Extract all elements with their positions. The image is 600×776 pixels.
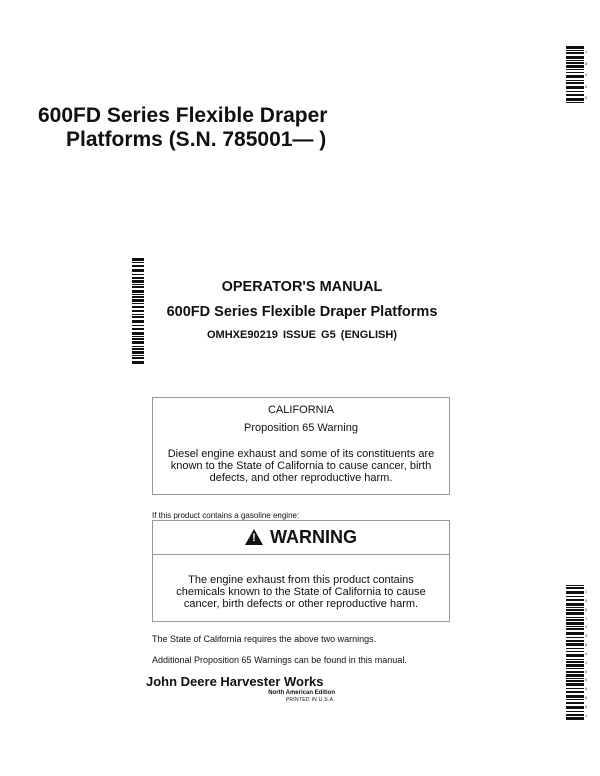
barcode-digits-top-right [585, 50, 587, 100]
barcode-bar [566, 62, 584, 64]
barcode-bar [566, 65, 584, 68]
barcode-bar [132, 290, 144, 293]
manual-code: OMHXE90219 ISSUE G5 (ENGLISH) [207, 329, 397, 341]
barcode-bar [132, 269, 144, 272]
barcode-bar [132, 303, 144, 304]
barcode-bar [566, 640, 584, 642]
footer-additional-note: Additional Proposition 65 Warnings can be found in this manual. [152, 655, 407, 665]
barcode-bar [566, 661, 584, 663]
barcode-digit: 1 [585, 589, 588, 594]
barcode-bar [566, 75, 584, 78]
gasoline-note: If this product contains a gasoline engine: [152, 511, 300, 520]
warning-heading: WARNING [270, 527, 357, 547]
title-line-2: Platforms (S.N. 785001— ) [66, 128, 327, 151]
barcode-bar [566, 643, 584, 646]
barcode-bar [566, 632, 584, 635]
barcode-bar [566, 607, 584, 608]
barcode-bar [566, 680, 584, 682]
barcode-bar [132, 306, 144, 308]
barcode-bar [566, 706, 584, 709]
california-warning-box [152, 397, 450, 495]
warning-header [153, 521, 449, 555]
barcode-bar [566, 622, 584, 625]
barcode-bar [566, 691, 584, 693]
barcode-bar [132, 277, 144, 279]
barcode-bar [566, 91, 584, 92]
barcode-bar [566, 648, 584, 649]
barcode-bar [132, 332, 144, 335]
barcode-bar [132, 284, 144, 285]
warning-triangle-icon: ! [245, 529, 263, 545]
barcode-bar [566, 678, 584, 679]
barcode-bar [132, 357, 144, 359]
barcode-bar [132, 348, 144, 350]
barcode-digit: 0 [585, 83, 588, 89]
barcode-bar [132, 274, 144, 275]
barcode-bar [132, 286, 144, 288]
manual-heading: OPERATOR'S MANUAL [221, 279, 383, 295]
barcode-digit: 2 [585, 72, 588, 77]
barcode-bar [566, 699, 584, 700]
barcode-bar [566, 86, 584, 89]
barcode-bar [566, 664, 584, 667]
barcode-digit: 2 [585, 624, 588, 630]
barcode-bar [566, 683, 584, 686]
barcode-bar [566, 585, 584, 586]
california-warning-text: Diesel engine exhaust and some of its constituents are known to the State of California to cause cancer, birth defects, and other reproductive harm. [167, 448, 435, 484]
title-line-1: 600FD Series Flexible Draper [38, 104, 328, 127]
barcode-digit: 1 [585, 712, 588, 718]
california-label: CALIFORNIA [267, 404, 334, 416]
barcode-bar [566, 695, 584, 698]
printed-label: PRINTED IN U.S.A. [285, 697, 335, 703]
barcode-bar [566, 102, 584, 103]
barcode-digit: 8 [585, 606, 588, 612]
barcode-digits-bottom-right [585, 590, 587, 718]
barcode-bar [566, 596, 584, 597]
barcode-bar [566, 603, 584, 606]
barcode-bar [566, 56, 584, 59]
barcode-digit: 8 [585, 686, 588, 692]
barcode-bar [132, 328, 144, 330]
barcode-bar [566, 628, 584, 630]
barcode-bar [566, 50, 584, 51]
barcode-bar [566, 668, 584, 669]
barcode-bar [132, 310, 144, 313]
barcode-bar [132, 338, 144, 340]
barcode-bar [132, 258, 144, 261]
barcode-bar [132, 346, 144, 347]
barcode-bar [132, 355, 144, 356]
barcode-bar [566, 671, 584, 673]
barcode-bar [566, 702, 584, 704]
barcode-bar [566, 98, 584, 101]
barcode-digit: 6 [585, 695, 588, 701]
barcode-bar [566, 80, 584, 81]
barcode-bar [566, 52, 584, 54]
barcode-digit: 3 [585, 633, 588, 639]
barcode-bar [132, 325, 144, 326]
barcode-bar [132, 316, 144, 318]
barcode-digit: 8 [585, 642, 588, 648]
barcode-bar [132, 262, 144, 263]
barcode-bar [566, 626, 584, 627]
barcode-digit: 1 [585, 659, 588, 665]
barcode-bar [566, 717, 584, 720]
engine-warning-box [152, 520, 450, 622]
barcode-digit: 8 [585, 60, 588, 66]
barcode-bar [132, 296, 144, 298]
publisher-name: John Deere Harvester Works [146, 674, 324, 689]
barcode-bar [566, 69, 584, 70]
barcode-bar [566, 60, 584, 61]
barcode-digit: 1 [585, 49, 588, 54]
barcode-bar [566, 82, 584, 84]
warning-text: The engine exhaust from this product contains chemicals known to the State of California to cause cancer, birth defects or other reproductive harm. [176, 574, 426, 610]
manual-subtitle: 600FD Series Flexible Draper Platforms [166, 304, 438, 320]
barcode-bar [132, 294, 144, 295]
barcode-digit: 0 [585, 703, 588, 709]
barcode-bar [132, 320, 144, 323]
barcode-bar [566, 674, 584, 677]
barcode-bar [566, 619, 584, 621]
document-title [38, 104, 458, 152]
barcode-bar [132, 361, 144, 364]
barcode-digit: 1 [585, 615, 588, 621]
barcode-bar [132, 336, 144, 337]
barcode-bar [132, 299, 144, 302]
barcode-digit: 5 [585, 677, 588, 683]
barcode-bar [566, 659, 584, 660]
barcode-bar [566, 591, 584, 594]
barcode-bar [566, 587, 584, 589]
barcode-digit: 5 [585, 597, 588, 603]
barcode-bar [566, 599, 584, 601]
barcode-digit: 6 [585, 668, 588, 674]
barcode-center-left [132, 258, 144, 366]
proposition-label: Proposition 65 Warning [244, 422, 358, 434]
barcode-bar [132, 314, 144, 315]
barcode-bar [566, 617, 584, 618]
barcode-top-right [566, 46, 584, 104]
barcode-bar [132, 280, 144, 283]
barcode-bar [566, 72, 584, 74]
barcode-bar [132, 351, 144, 354]
barcode-bar [566, 612, 584, 615]
barcode-bar [566, 637, 584, 638]
barcode-bar [132, 265, 144, 267]
footer-requirement-note: The State of California requires the above two warnings. [152, 634, 377, 644]
barcode-bar [566, 651, 584, 653]
barcode-bar [132, 341, 144, 344]
edition-label: North American Edition [268, 690, 335, 696]
barcode-bar [566, 688, 584, 689]
barcode-bar [566, 714, 584, 716]
barcode-digit: 4 [585, 650, 588, 656]
barcode-bar [566, 46, 584, 49]
barcode-digit: 5 [585, 95, 588, 100]
barcode-bar [566, 654, 584, 657]
barcode-bar [566, 94, 584, 96]
barcode-bar [566, 711, 584, 712]
barcode-bottom-right [566, 585, 584, 721]
barcode-bar [566, 609, 584, 611]
